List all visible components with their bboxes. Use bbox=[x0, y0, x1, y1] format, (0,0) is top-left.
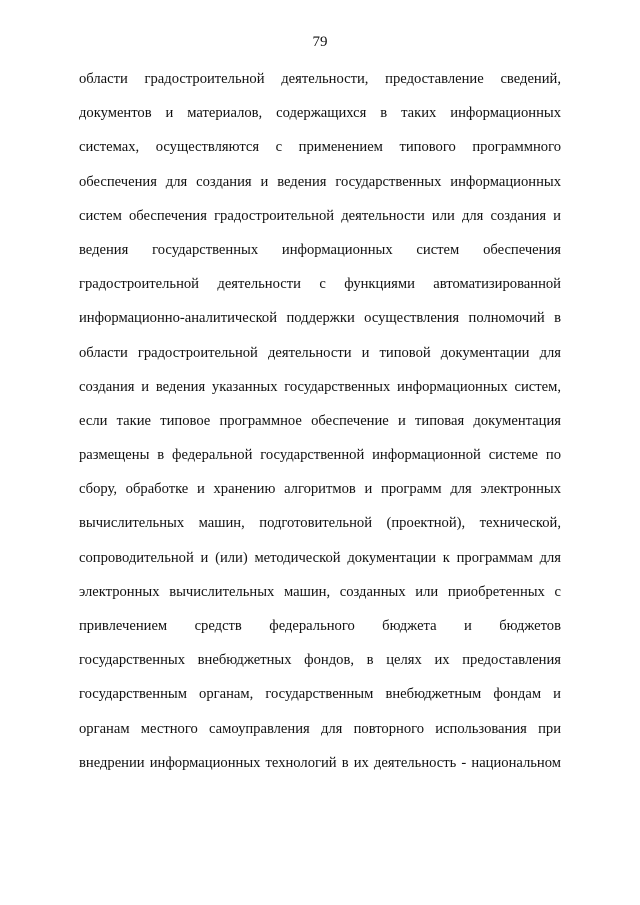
body-text bbox=[79, 69, 561, 787]
page-number: 79 bbox=[312, 34, 328, 50]
text-line: системах, осуществляются с применением типового программного bbox=[79, 139, 561, 156]
text-line: привлечением средств федерального бюджета и бюджетов bbox=[79, 618, 561, 634]
text-line: градостроительной деятельности с функциями автоматизированной bbox=[79, 276, 561, 293]
text-line: если такие типовое программное обеспечение и типовая документация bbox=[79, 412, 561, 429]
text-line: информационно-аналитической поддержки осуществления полномочий в bbox=[79, 310, 561, 327]
text-line: области градостроительной деятельности и типовой документации для bbox=[79, 344, 561, 361]
text-line: систем обеспечения градостроительной деятельности или для создания и bbox=[79, 207, 561, 224]
text-line: вычислительных машин, подготовительной (проектной), технической, bbox=[79, 515, 561, 532]
text-line: органам местного самоуправления для повторного использования при bbox=[79, 720, 561, 737]
text-line: государственным органам, государственным внебюджетным фондам и bbox=[79, 686, 561, 703]
text-line: ведения государственных информационных систем обеспечения bbox=[79, 241, 561, 258]
text-line: обеспечения для создания и ведения государственных информационных bbox=[79, 173, 561, 190]
text-line: сбору, обработке и хранению алгоритмов и программ для электронных bbox=[79, 481, 561, 498]
text-line: создания и ведения указанных государственных информационных систем, bbox=[79, 378, 561, 395]
text-line: электронных вычислительных машин, созданных или приобретенных с bbox=[79, 583, 561, 600]
text-line: области градостроительной деятельности, предоставление сведений, bbox=[79, 71, 561, 87]
text-line: размещены в федеральной государственной информационной системе по bbox=[79, 447, 561, 464]
text-line: внедрении информационных технологий в их деятельность - национальном bbox=[79, 754, 561, 771]
text-line: государственных внебюджетных фондов, в целях их предоставления bbox=[79, 652, 561, 669]
text-line: сопроводительной и (или) методической документации к программам для bbox=[79, 549, 561, 566]
text-line: документов и материалов, содержащихся в таких информационных bbox=[79, 105, 561, 122]
